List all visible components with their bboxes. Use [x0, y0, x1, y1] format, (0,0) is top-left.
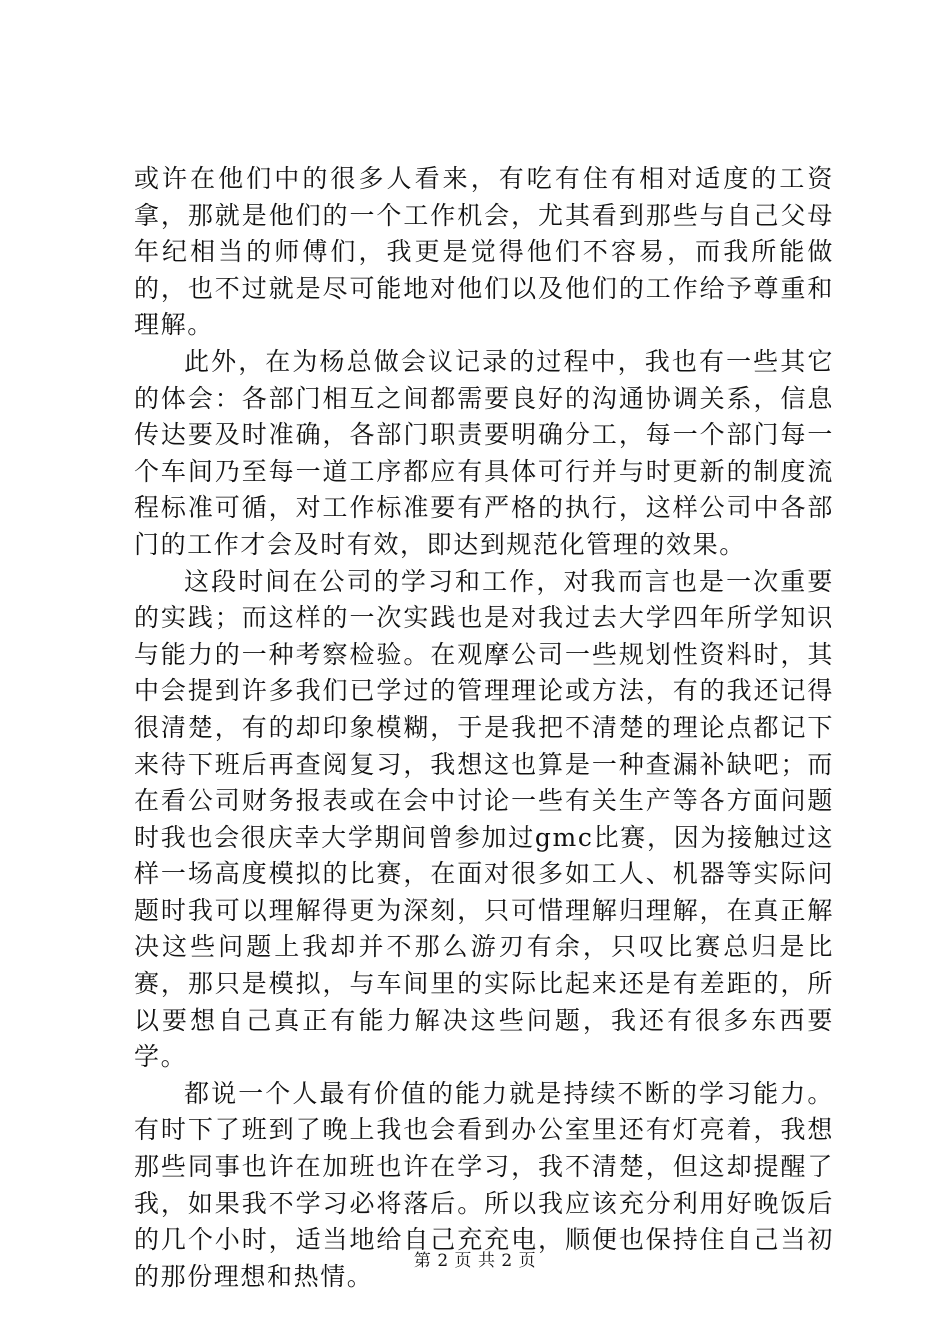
paragraph-learning: 都说一个人最有价值的能力就是持续不断的学习能力。有时下了班到了晚上我也会看到办公室里还有灯亮着，我想那些同事也许在加班也许在学习，我不清楚，但这却提醒了我，如果我不学习必将落后。所以我应该充分利用好晚饭后的几个小时，适当地给自己充充电，顺便也保持住自己当初的那份理想和热情。	[134, 1078, 834, 1291]
page-number-footer: 第 2 页 共 2 页	[413, 1251, 537, 1271]
paragraph-practice: 这段时间在公司的学习和工作，对我而言也是一次重要的实践；而这样的一次实践也是对我过去大学四年所学知识与能力的一种考察检验。在观摩公司一些规划性资料时，其中会提到许多我们已学过的管理理论或方法，有的我还记得很清楚，有的却印象模糊，于是我把不清楚的理论点都记下来待下班后再查阅复习，我想这也算是一种查漏补缺吧；而在看公司财务报表或在会中讨论一些有关生产等各方面问题时我也会很庆幸大学期间曾参加过gmc比赛，因为接触过这样一场高度模拟的比赛，在面对很多如工人、机器等实际问题时我可以理解得更为深刻，只可惜理解归理解，在真正解决这些问题上我却并不那么游刃有余，只叹比赛总归是比赛，那只是模拟，与车间里的实际比起来还是有差距的，所以要想自己真正有能力解决这些问题，我还有很多东西要学。	[134, 566, 834, 1072]
paragraph-continued: 或许在他们中的很多人看来，有吃有住有相对适度的工资拿，那就是他们的一个工作机会，尤其看到那些与自己父母年纪相当的师傅们，我更是觉得他们不容易，而我所能做的，也不过就是尽可能地对他们以及他们的工作给予尊重和理解。	[134, 164, 834, 340]
document-body	[134, 161, 834, 1295]
paragraph-meeting-notes: 此外，在为杨总做会议记录的过程中，我也有一些其它的体会：各部门相互之间都需要良好的沟通协调关系，信息传达要及时准确，各部门职责要明确分工，每一个部门每一个车间乃至每一道工序都应有具体可行并与时更新的制度流程标准可循，对工作标准要有严格的执行，这样公司中各部门的工作才会及时有效，即达到规范化管理的效果。	[134, 346, 834, 559]
